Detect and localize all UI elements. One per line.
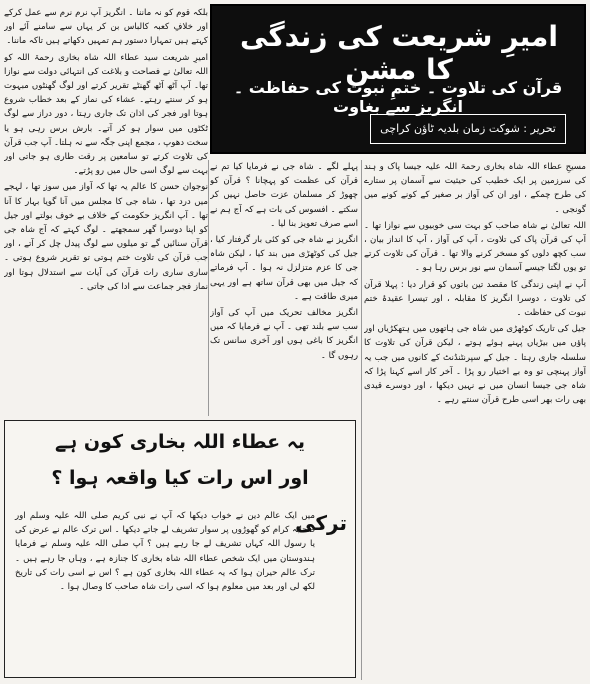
right-paragraph: مسیحِ عطاء اللہ شاہ بخاری رحمۃ اللہ علیہ جیسا پاک و ہند کی سرزمین پر ایک خطیب کی حیثیت سے آسمان پر ستارے کی طرح چمکے ، اور ان کی آواز بر صغیر کے کونے کونے میں گونجی ۔	[364, 162, 586, 215]
box-heading-line1: یہ عطاء اللہ بخاری کون ہے	[55, 431, 305, 453]
column-divider	[361, 160, 362, 680]
left-paragraph: بلکہ قوم کو نہ ماننا ۔ انگریز آپ نرم نرم سے عمل کرکے اور خلافِ کعبہ کالباس بن کر یہاں سے سامنے آئے اور کہتے ہیں تمہارا دستور ہم تمہیں دکھاتے ہیں تاکہ ماننا۔	[4, 8, 208, 47]
middle-paragraph: انگریز نے شاہ جی کو کئی بار گرفتار کیا ، جیل کی کوٹھڑی میں بند کیا ، لیکن شاہ جی کا عزم متزلزل نہ ہوا ۔ آپ فرماتے کہ جیل میں بھی قرآن ساتھ ہے اور یہی میری طاقت ہے ۔	[210, 235, 358, 302]
right-paragraph: آپ نے اپنی زندگی کا مقصد تین باتوں کو قرار دیا : پہلا قرآن کی تلاوت ، دوسرا انگریز کا مقابلہ ، اور تیسرا عقیدۂ ختم نبوت کی حفاظت ۔	[364, 279, 586, 319]
box-body-text: میں ایک عالم دین نے خواب دیکھا کہ آپ نے نبی کریم صلی اللہ علیہ وسلم اور صحابہ کرام کو گھوڑوں پر سوار تشریف لے جاتے دیکھا ۔ اس ترک عالم نے عرض کی یا رسول اللہ کہاں تشریف لے جا رہے ہیں ؟ آپ صلی اللہ علیہ وسلم نے فرمایا ہندوستان میں ایک شخص عطاء اللہ شاہ بخاری کا جنازہ ہے ، وہاں جا رہے ہیں ۔ ترک عالم حیران ہوا کہ یہ عطاء اللہ بخاری کون ہے ؟ اس نے اسی رات کی تاریخ لکھ لی اور بعد میں معلوم ہوا کہ اسی رات شاہ صاحب کا وصال ہوا ۔	[15, 511, 315, 593]
box-heading-line2: اور اس رات کیا واقعہ ہوا ؟	[51, 467, 309, 489]
right-paragraph: اللہ تعالیٰ نے شاہ صاحب کو بہت سی خوبیوں سے نوازا تھا ۔ آپ کی قرآن پاک کی تلاوت ، آپ کی آواز ، آپ کا انداز بیان ، سب کچھ دلوں کو مسخر کرنے والا تھا ۔ قرآن کی تلاوت کرتے تو یوں لگتا جیسے آسمان سے نور برس رہا ہو ۔	[364, 220, 586, 274]
headline-subtitle: قرآن کی تلاوت ۔ ختمِ نبوت کی حفاظت ۔ انگریز سے بغاوت	[233, 78, 563, 116]
byline: تحریر : شوکت زمان بلدیہ ٹاؤن کراچی	[370, 114, 566, 144]
headline-box	[210, 4, 586, 154]
middle-paragraph: پہلے لگے ۔ شاہ جی نے فرمایا کیا تم نے قرآن کی عظمت کو پہچانا ؟ قرآن کو چھوڑ کر مسلمان عزت حاصل نہیں کر سکتے ۔ افسوس کی بات ہے کہ آج ہم نے اسے صرف تعویز بنا لیا ۔	[210, 162, 358, 229]
middle-column	[210, 160, 358, 416]
middle-paragraph: انگریز مخالف تحریک میں آپ کی آواز سب سے بلند تھی ۔ آپ نے فرمایا کہ میں انگریز کا باغی ہوں اور آخری سانس تک رہوں گا ۔	[210, 308, 358, 361]
right-paragraph: جیل کی تاریک کوٹھڑی میں شاہ جی ہاتھوں میں ہتھکڑیاں اور پاؤں میں بیڑیاں پہنے ہوئے ہوتے ، لیکن قرآن کی تلاوت کا سلسلہ جاری رہتا ۔ جیل کے سپرنٹنڈنٹ کے کانوں میں جب یہ آواز پہنچی تو وہ بے اختیار رو پڑا ۔ آخر کار اسے کہنا پڑا کہ شاہ جی جیسا انسان میں نے نہیں دیکھا ، اور دوسرے قیدی بھی رات بھر اسی طرح قرآن سنتے رہے ۔	[364, 324, 586, 406]
left-column	[4, 6, 208, 416]
headline-title: امیرِ شریعت کی زندگی کا مشن	[240, 20, 558, 86]
boxed-story	[4, 420, 356, 678]
left-paragraph: امیرِ شریعت سید عطاء اللہ شاہ بخاری رحمۃ اللہ کو اللہ تعالیٰ نے فصاحت و بلاغت کی انتہائی دولت سے نوازا تھا۔ آپ آٹھ آٹھ گھنٹے تقریر کرتے اور لوگ گھنٹوں مبہوت ہو کر سنتے رہتے۔ عشاء کی نماز کے بعد خطاب شروع ہوتا اور فجر کی اذان تک جاری رہتا ، دور دراز سے لوگ ٹکٹوں میں سوار ہو کر آتے۔ بارش برس رہی ہو یا سخت دھوپ ، مجمع اپنی جگہ سے نہ ہلتا۔ آپ جب قرآن کی تلاوت کرتے تو سامعین پر رقت طاری ہو جاتی اور بہت سے لوگ اسی حال میں رو پڑتے۔	[4, 52, 208, 177]
column-divider	[208, 160, 209, 416]
right-column	[364, 160, 586, 680]
box-marker: ترکی	[295, 511, 347, 535]
left-paragraph: نوجوان حسن کا عالم یہ تھا کہ آواز میں سوز تھا ، لہجے میں درد تھا ، شاہ جی کا مجلس میں آنا گویا بہار کا آنا تھا ۔ آپ انگریز حکومت کے خلاف بے خوف بولتے اور جیل کو اپنا دوسرا گھر سمجھتے ۔ لوگ کہتے کہ آج شاہ جی قرآن سنائیں گے تو میلوں سے لوگ پیدل چل کر آتے ، اور جب قرآن کی تلاوت ختم ہوتی تو تقریر شروع ہوتی ۔ ساری ساری رات قرآن کی آیات سے استدلال ہوتا اور نماز فجر جماعت سے ادا کی جاتی ۔	[4, 182, 208, 292]
